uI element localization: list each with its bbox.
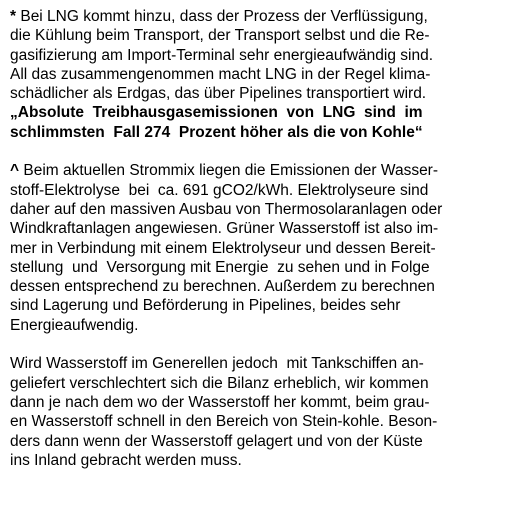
text-line: gasifizierung am Import-Terminal sehr energieaufwändig sind.	[10, 46, 434, 64]
text-line: geliefert verschlechtert sich die Bilanz erheblich, wir kommen	[10, 374, 429, 392]
text-line: All das zusammengenommen macht LNG in der Regel klima-	[10, 65, 431, 83]
tanker-paragraph	[10, 354, 516, 470]
bold-quote-line: schlimmsten Fall 274 Prozent höher als die von Kohle“	[10, 123, 423, 141]
text-line: schädlicher als Erdgas, das über Pipelines transportiert wird.	[10, 85, 427, 103]
text-line: ^ Beim aktuellen Strommix liegen die Emissionen der Wasser-	[10, 162, 439, 180]
hydrogen-footnote	[10, 161, 516, 335]
text-line: stoff-Elektrolyse bei ca. 691 gCO2/kWh. Elektrolyseure sind	[10, 181, 429, 199]
text-line: die Kühlung beim Transport, der Transport selbst und die Re-	[10, 27, 430, 45]
text-line: dann je nach dem wo der Wasserstoff her kommt, beim grau-	[10, 393, 430, 411]
text-line: * Bei LNG kommt hinzu, dass der Prozess der Verflüssigung,	[10, 8, 428, 25]
text-line: Windkraftanlagen angewiesen. Grüner Wasserstoff ist also im-	[10, 220, 439, 238]
paragraph-gap	[10, 142, 516, 161]
text-line: Energieaufwendig.	[10, 316, 139, 334]
caret-marker: ^	[10, 162, 20, 180]
text-line: dessen entsprechend zu berechnen. Außerdem zu berechnen	[10, 278, 435, 296]
bold-quote-line: „Absolute Treibhausgasemissionen von LNG sind im	[10, 104, 423, 122]
text-line: ins Inland gebracht werden muss.	[10, 451, 242, 469]
text-line: daher auf den massiven Ausbau von Thermosolaranlagen oder	[10, 200, 443, 218]
text-line: mer in Verbindung mit einem Elektrolyseur und dessen Bereit-	[10, 239, 436, 257]
text-line: Wird Wasserstoff im Generellen jedoch mit Tankschiffen an-	[10, 355, 424, 373]
asterisk-marker: *	[10, 8, 17, 25]
paragraph-gap	[10, 335, 516, 354]
lng-footnote	[10, 7, 516, 142]
text-line: en Wasserstoff schnell in den Bereich von Stein-kohle. Beson-	[10, 413, 438, 431]
text-line: stellung und Versorgung mit Energie zu sehen und in Folge	[10, 258, 430, 276]
text-line: ders dann wenn der Wasserstoff gelagert und von der Küste	[10, 432, 423, 450]
text-line: sind Lagerung und Beförderung in Pipelines, beides sehr	[10, 297, 401, 315]
